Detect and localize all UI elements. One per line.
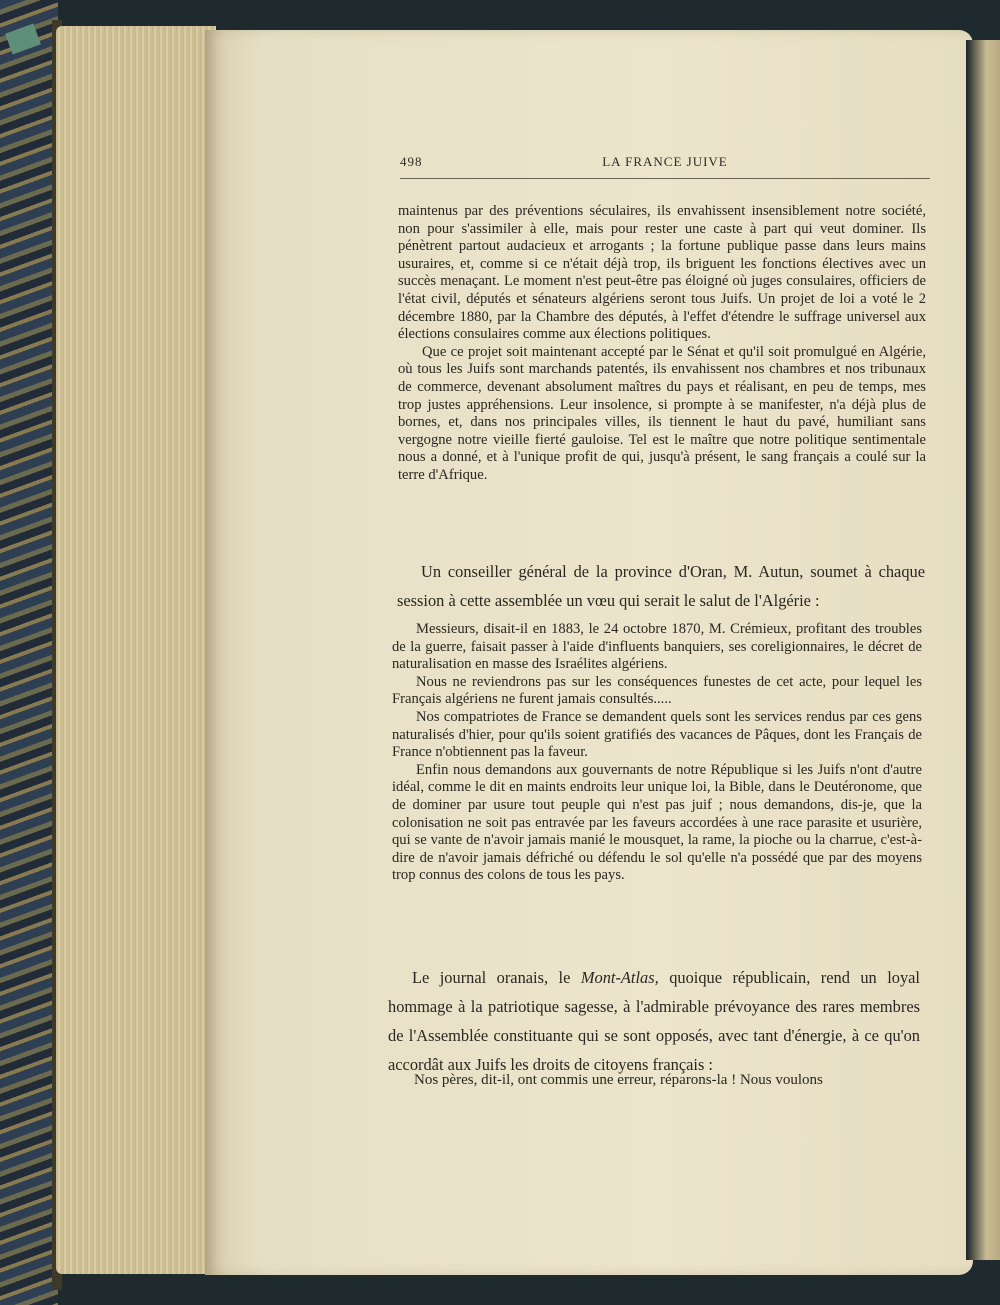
page-right-edge (966, 40, 1000, 1260)
paragraph-3: Un conseiller général de la province d'Oran, M. Autun, soumet à chaque session à cette assemblée un vœu qui serait le salut de l'Algérie : (397, 562, 925, 610)
paragraph-7: Enfin nous demandons aux gouvernants de notre République si les Juifs n'ont d'autre idéal, comme le dit en maints endroits leur unique loi, la Bible, dans le Deutéronome, que de dominer par usure tout peuple qui n'est pas juif ; nous demandons, dis-je, que la colonisation ne soit pas entravée par les faveurs accordées à une race parasite et usurière, qui se vante de n'avoir jamais manié le mousquet, la rame, la pioche ou la charrue, c'est-à-dire de n'avoir jamais défriché ou défendu le sol qu'elle n'a possédé que par des moyens trop connus des colons de tous les pays. (392, 761, 922, 884)
paragraph-8-start: Le journal oranais, le (412, 968, 581, 987)
paragraph-6: Nos compatriotes de France se demandent quels sont les services rendus par ces gens naturalisés d'hier, pour qu'ils soient gratifiés des vacances de Pâques, dont les Français de France n'obtiennent pas la faveur. (392, 708, 922, 761)
text-block-4 (388, 963, 920, 1079)
paragraph-4: Messieurs, disait-il en 1883, le 24 octobre 1870, M. Crémieux, profitant des troubles de la guerre, faisait passer à l'aide d'influents banquiers, ses coreligionnaires, le décret de naturalisation en masse des Israélites algériens. (392, 621, 922, 673)
page-number: 498 (400, 154, 423, 169)
text-block-1 (398, 203, 926, 485)
paragraph-8 (388, 963, 920, 1079)
page-stack (56, 26, 216, 1274)
text-block-5 (390, 1072, 920, 1090)
newspaper-title: Mont-Atlas, (580, 968, 659, 987)
paragraph-9: Nos pères, dit-il, ont commis une erreur, réparons-la ! Nous voulons (414, 1072, 823, 1088)
quote-block (392, 621, 922, 885)
paragraph-5: Nous ne reviendrons pas sur les conséquences funestes de cet acte, pour lequel les Français algériens ne furent jamais consultés..... (392, 673, 922, 708)
paragraph-8-end: quoique républicain, rend un loyal hommage à la patriotique sagesse, à l'admirable prévoyance des rares membres de l'Assemblée constituante qui se sont opposés, avec tant d'énergie, à ce qu'on accordât aux Juifs les droits de citoyens français : (388, 968, 920, 1074)
running-title: LA FRANCE JUIVE (602, 154, 728, 169)
paragraph-2: Que ce projet soit maintenant accepté par le Sénat et qu'il soit promulgué en Algérie, où tous les Juifs sont marchands patentés, ils envahissent nos chambres et nos tribunaux de commerce, devenant absolument maîtres du pays et réalisant, en peu de temps, mes trop justes appréhensions. Leur insolence, si prompte à se manifester, n'a déjà plus de bornes, et, dans nos principales villes, ils tiennent le haut du pavé, humiliant sans vergogne notre vieille fierté gauloise. Tel est le maître que notre politique sentimentale nous a donné, et à l'unique profit de qui, jusqu'à présent, le sang français a coulé sur la terre d'Afrique. (398, 343, 926, 483)
paragraph-1: maintenus par des préventions séculaires, ils envahissent insensiblement notre société, non pour s'assimiler à elle, mais pour rester une caste à part qui veut dominer. Ils pénètrent partout audacieux et arrogants ; la fortune publique passe dans leurs mains usuraires, et, comme si ce n'était déjà trop, ils briguent les fonctions électives avec un succès menaçant. Le moment n'est peut-être pas éloigné où juges consulaires, officiers de l'état civil, députés et sénateurs algériens seront tous Juifs. Un projet de loi a voté le 2 décembre 1880, par la Chambre des députés, à l'effet d'étendre le suffrage universel aux élections consulaires comme aux élections politiques. (398, 203, 926, 343)
text-block-2 (397, 557, 925, 615)
book-cover-left (0, 0, 58, 1305)
page-header (400, 154, 930, 179)
